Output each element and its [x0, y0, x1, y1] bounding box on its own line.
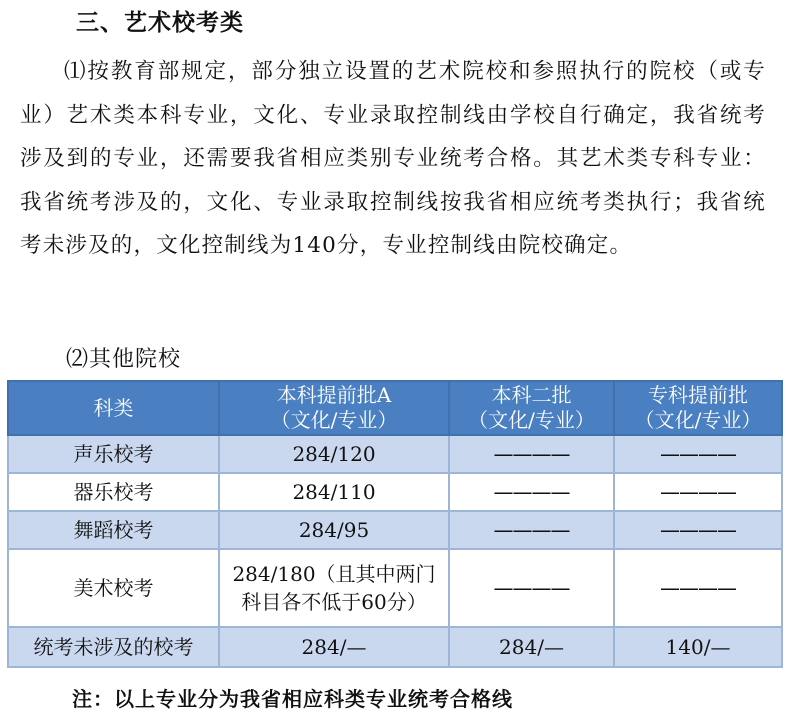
score-table: [7, 380, 783, 668]
table-row: [8, 435, 782, 473]
cell-category: 舞蹈校考: [8, 511, 219, 549]
table-row: [8, 511, 782, 549]
cell-category: 美术校考: [8, 549, 219, 627]
section-heading: 三、艺术校考类: [76, 10, 244, 36]
header-early-a: 本科提前批A （文化/专业）: [219, 381, 449, 435]
cell-category: 统考未涉及的校考: [8, 627, 219, 667]
cell-vocational: 140/—: [614, 627, 782, 667]
cell-early-a: 284/180（且其中两门科目各不低于60分）: [219, 549, 449, 627]
cell-second: ————: [449, 473, 614, 511]
table-row: [8, 627, 782, 667]
cell-vocational: ————: [614, 511, 782, 549]
policy-paragraph: ⑴按教育部规定，部分独立设置的艺术院校和参照执行的院校（或专业）艺术类本科专业，文化、专业录取控制线由学校自行确定，我省统考涉及到的专业，还需要我省相应类别专业统考合格。其艺术类专科专业：我省统考涉及的，文化、专业录取控制线按我省相应统考类执行；我省统考未涉及的，文化控制线为140分，专业控制线由院校确定。: [20, 59, 766, 258]
cell-category: 器乐校考: [8, 473, 219, 511]
cell-vocational: ————: [614, 473, 782, 511]
header-second-batch: 本科二批 （文化/专业）: [449, 381, 614, 435]
header-vocational-early: 专科提前批 （文化/专业）: [614, 381, 782, 435]
cell-second: ————: [449, 511, 614, 549]
cell-early-a: 284/120: [219, 435, 449, 473]
cell-early-a: 284/95: [219, 511, 449, 549]
cell-second: ————: [449, 549, 614, 627]
table-header-row: [8, 381, 782, 435]
footnote: 注：以上专业分为我省相应科类专业统考合格线: [72, 687, 513, 711]
header-category: 科类: [8, 381, 219, 435]
table-row: [8, 473, 782, 511]
cell-early-a: 284/110: [219, 473, 449, 511]
cell-early-a: 284/—: [219, 627, 449, 667]
cell-vocational: ————: [614, 435, 782, 473]
cell-second: ————: [449, 435, 614, 473]
table-row: [8, 549, 782, 627]
cell-vocational: ————: [614, 549, 782, 627]
cell-category: 声乐校考: [8, 435, 219, 473]
sub-heading: ⑵其他院校: [66, 347, 182, 372]
cell-second: 284/—: [449, 627, 614, 667]
